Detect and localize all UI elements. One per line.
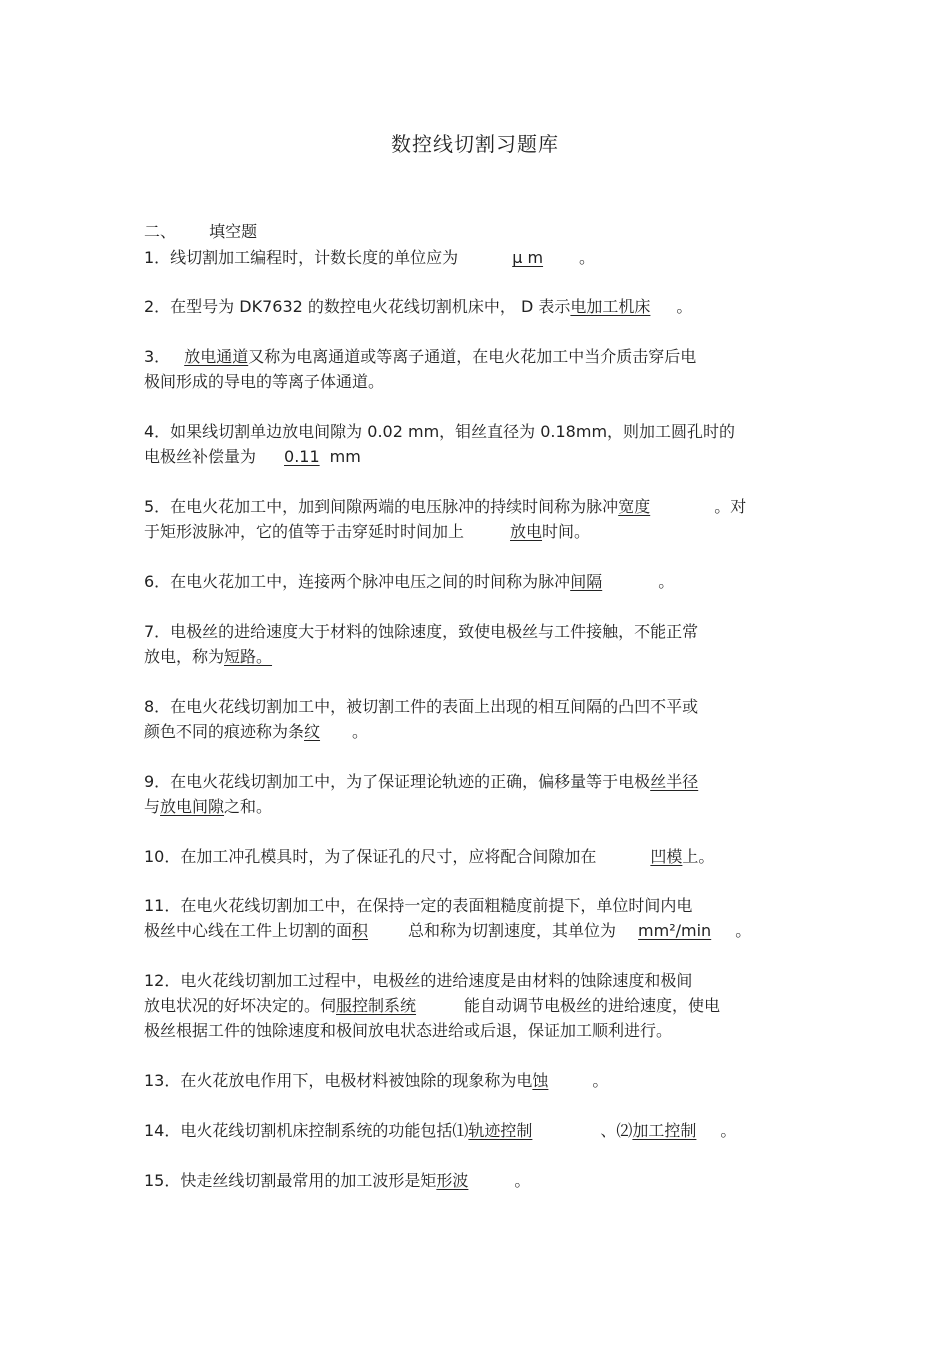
question-end: 。	[735, 921, 752, 940]
answer-blank: 放电通道	[184, 347, 249, 366]
section-heading	[144, 219, 257, 242]
question-12-line-2	[144, 993, 720, 1016]
question-text: 极丝中心线在工件上切割的面	[144, 921, 353, 940]
answer-blank: 加工控制	[632, 1121, 697, 1140]
question-text: 总和称为切割速度，其单位为	[408, 921, 617, 940]
answer-blank: 服控制系统	[336, 996, 417, 1015]
question-13	[144, 1068, 608, 1091]
question-end: 。	[592, 1071, 609, 1090]
answer-blank: 宽度	[618, 497, 651, 516]
question-text: 于矩形波脉冲，它的值等于击穿延时时间加上	[144, 522, 465, 541]
question-2	[144, 294, 692, 317]
question-3-line-2: 极间形成的导电的等离子体通道。	[144, 372, 385, 391]
answer-blank: 放电	[510, 522, 543, 541]
question-4: 4．如果线切割单边放电间隙为 0.02 mm，钼丝直径为 0.18mm，则加工圆孔时的	[144, 422, 736, 441]
question-9-line-2	[144, 794, 272, 817]
question-8: 8．在电火花线切割加工中，被切割工件的表面上出现的相互间隔的凸凹不平或	[144, 697, 699, 716]
question-12-line-3: 极丝根据工件的蚀除速度和极间放电状态进给或后退，保证加工顺利进行。	[144, 1021, 673, 1040]
question-text: 6．在电火花加工中，连接两个脉冲电压之间的时间称为脉冲	[144, 572, 571, 591]
answer-blank: 丝半径	[650, 772, 699, 791]
question-text: 电极丝补偿量为	[144, 447, 257, 466]
answer-blank: 放电间隙	[160, 797, 225, 816]
question-3	[144, 344, 696, 367]
section-number: 二、	[144, 222, 177, 241]
question-end: 上。	[682, 847, 715, 866]
question-1	[144, 245, 595, 268]
answer-blank: 轨迹控制	[468, 1121, 533, 1140]
question-6	[144, 569, 674, 592]
question-end: 时间。	[542, 522, 591, 541]
question-text: 10．在加工冲孔模具时，为了保证孔的尺寸，应将配合间隙加在	[144, 847, 597, 866]
question-end: 。	[352, 722, 369, 741]
question-end: 。	[514, 1171, 531, 1190]
question-11-line-2	[144, 918, 751, 941]
question-text: 能自动调节电极丝的进给速度，使电	[464, 996, 721, 1015]
answer-blank: 0.11	[284, 447, 320, 466]
answer-blank: 凹模	[650, 847, 683, 866]
question-15	[144, 1168, 530, 1191]
question-text: 13．在火花放电作用下，电极材料被蚀除的现象称为电	[144, 1071, 533, 1090]
question-text: 与	[144, 797, 161, 816]
question-5	[144, 494, 746, 517]
question-9	[144, 769, 744, 792]
question-text: 放电状况的好坏决定的。伺	[144, 996, 337, 1015]
question-end: 。	[658, 572, 675, 591]
question-end: 。	[579, 248, 596, 267]
question-11: 11．在电火花线切割加工中，在保持一定的表面粗糙度前提下，单位时间内电	[144, 896, 693, 915]
answer-blank: 形波	[436, 1171, 469, 1190]
question-text: 2．在型号为 DK7632 的数控电火花线切割机床中， D 表示	[144, 297, 571, 316]
question-5-line-2	[144, 519, 590, 542]
question-text: 又称为电离通道或等离子通道，在电火花加工中当介质击穿后电	[248, 347, 697, 366]
question-4-line-2	[144, 444, 361, 467]
question-text: 颜色不同的痕迹称为条	[144, 722, 305, 741]
question-number: 3．	[144, 347, 171, 366]
answer-blank: 纹	[304, 722, 321, 741]
question-text: 放电，称为	[144, 647, 225, 666]
answer-blank: 间隔	[570, 572, 603, 591]
answer-blank: 蚀	[532, 1071, 549, 1090]
section-label: 填空题	[209, 222, 258, 241]
question-12: 12．电火花线切割加工过程中，电极丝的进给速度是由材料的蚀除速度和极间	[144, 971, 693, 990]
answer-blank: 短路。	[224, 647, 273, 666]
question-14	[144, 1118, 736, 1141]
answer-unit: mm	[329, 447, 361, 466]
question-text: 15．快走丝线切割最常用的加工波形是矩	[144, 1171, 437, 1190]
answer-blank: 积	[352, 921, 369, 940]
question-end: 。	[676, 297, 693, 316]
question-text: 9．在电火花线切割加工中，为了保证理论轨迹的正确，偏移量等于电极	[144, 772, 651, 791]
question-end: 之和。	[224, 797, 273, 816]
page-title: 数控线切割习题库	[391, 132, 559, 156]
question-text: 5．在电火花加工中，加到间隙两端的电压脉冲的持续时间称为脉冲	[144, 497, 619, 516]
question-end: 。对	[714, 497, 747, 516]
answer-blank: 电加工机床	[570, 297, 651, 316]
question-text: 14．电火花线切割机床控制系统的功能包括⑴	[144, 1121, 469, 1140]
question-end: 。	[720, 1121, 737, 1140]
answer-blank: μ m	[512, 248, 544, 267]
question-7: 7．电极丝的进给速度大于材料的蚀除速度，致使电极丝与工件接触，不能正常	[144, 622, 699, 641]
question-10	[144, 844, 714, 867]
question-text: 1．线切割加工编程时，计数长度的单位应为	[144, 248, 459, 267]
answer-blank: mm²/min	[638, 921, 712, 940]
question-separator: 、⑵	[600, 1121, 633, 1140]
question-8-line-2	[144, 719, 368, 742]
question-7-line-2	[144, 644, 272, 667]
